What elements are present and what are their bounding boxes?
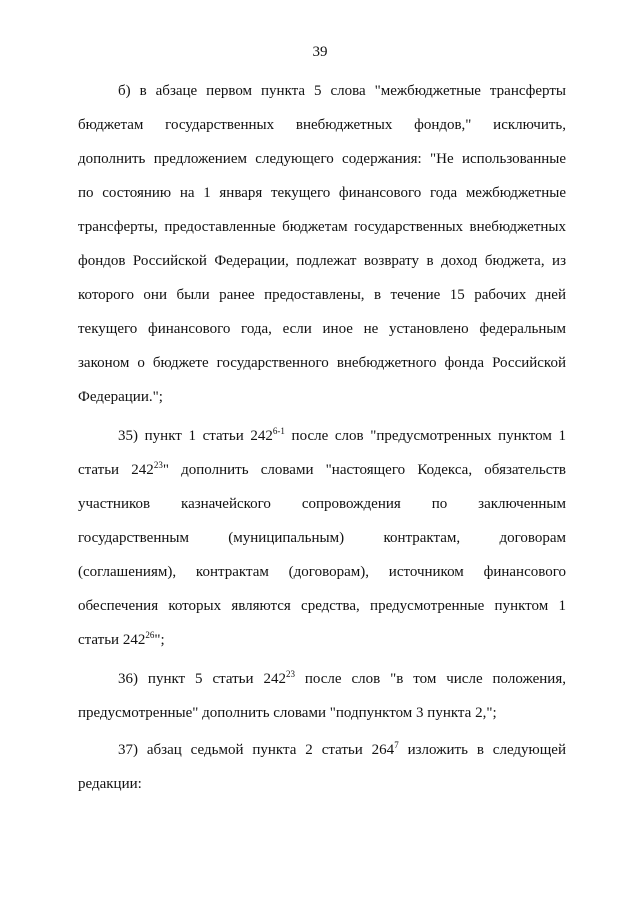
line-text: обеспечения которых являются средства, предусмотренные пунктом 1 (78, 598, 566, 614)
text-line (78, 183, 566, 203)
text-line (78, 319, 566, 339)
line-text: бюджетам государственных внебюджетных фондов," исключить, (78, 117, 566, 133)
line-text: 37) абзац седьмой пункта 2 статьи 264 (118, 742, 395, 758)
text-line (78, 528, 566, 548)
superscript: 23 (153, 460, 163, 470)
text-line (78, 353, 566, 373)
text-line (78, 596, 566, 616)
superscript: 26 (145, 630, 155, 640)
page-number: 39 (312, 44, 328, 60)
line-text: после слов "в том числе положения, (294, 671, 566, 687)
text-line (118, 669, 566, 689)
line-text: текущего финансового года, если иное не установлено федеральным (78, 321, 566, 337)
superscript: 6-1 (272, 426, 285, 436)
line-text: по состоянию на 1 января текущего финансового года межбюджетные (78, 185, 566, 201)
text-line (78, 703, 566, 723)
line-text: после слов "предусмотренных пунктом 1 (284, 428, 566, 444)
line-text: участников казначейского сопровождения по заключенным (78, 496, 566, 512)
text-line (78, 217, 566, 237)
line-text: фондов Российской Федерации, подлежат возврату в доход бюджета, из (78, 253, 566, 269)
text-line (118, 740, 566, 760)
text-line (118, 81, 566, 101)
line-text: государственным (муниципальным) контрактам, договорам (78, 530, 566, 546)
line-text: (соглашениям), контрактам (договорам), источником финансового (78, 564, 566, 580)
line-text: изложить в следующей (398, 742, 566, 758)
text-line (118, 426, 566, 446)
line-text: дополнить предложением следующего содержания: "Не использованные (78, 151, 566, 167)
text-line (78, 251, 566, 271)
text-line (78, 149, 566, 169)
line-text: 35) пункт 1 статьи 242 (118, 428, 273, 444)
line-text: редакции: (78, 776, 142, 792)
text-line (78, 774, 566, 794)
line-text: трансферты, предоставленные бюджетам государственных внебюджетных (78, 219, 566, 235)
superscript: 7 (394, 740, 399, 750)
text-line (78, 494, 566, 514)
line-text: б) в абзаце первом пункта 5 слова "межбюджетные трансферты (118, 83, 566, 99)
line-text: 36) пункт 5 статьи 242 (118, 671, 286, 687)
line-text: законом о бюджете государственного внебюджетного фонда Российской (78, 355, 566, 371)
line-text: предусмотренные" дополнить словами "подпунктом 3 пункта 2,"; (78, 705, 497, 721)
text-line (78, 562, 566, 582)
text-line (78, 115, 566, 135)
text-line (78, 630, 566, 650)
superscript: 23 (285, 669, 295, 679)
text-line (78, 387, 566, 407)
line-text: "; (154, 632, 165, 648)
line-text: которого они были ранее предоставлены, в течение 15 рабочих дней (78, 287, 566, 303)
line-text: статьи 242 (78, 632, 146, 648)
line-text: " дополнить словами "настоящего Кодекса, обязательств (162, 462, 566, 478)
line-text: Федерации."; (78, 389, 163, 405)
line-text: статьи 242 (78, 462, 154, 478)
text-line (78, 460, 566, 480)
text-line (78, 285, 566, 305)
